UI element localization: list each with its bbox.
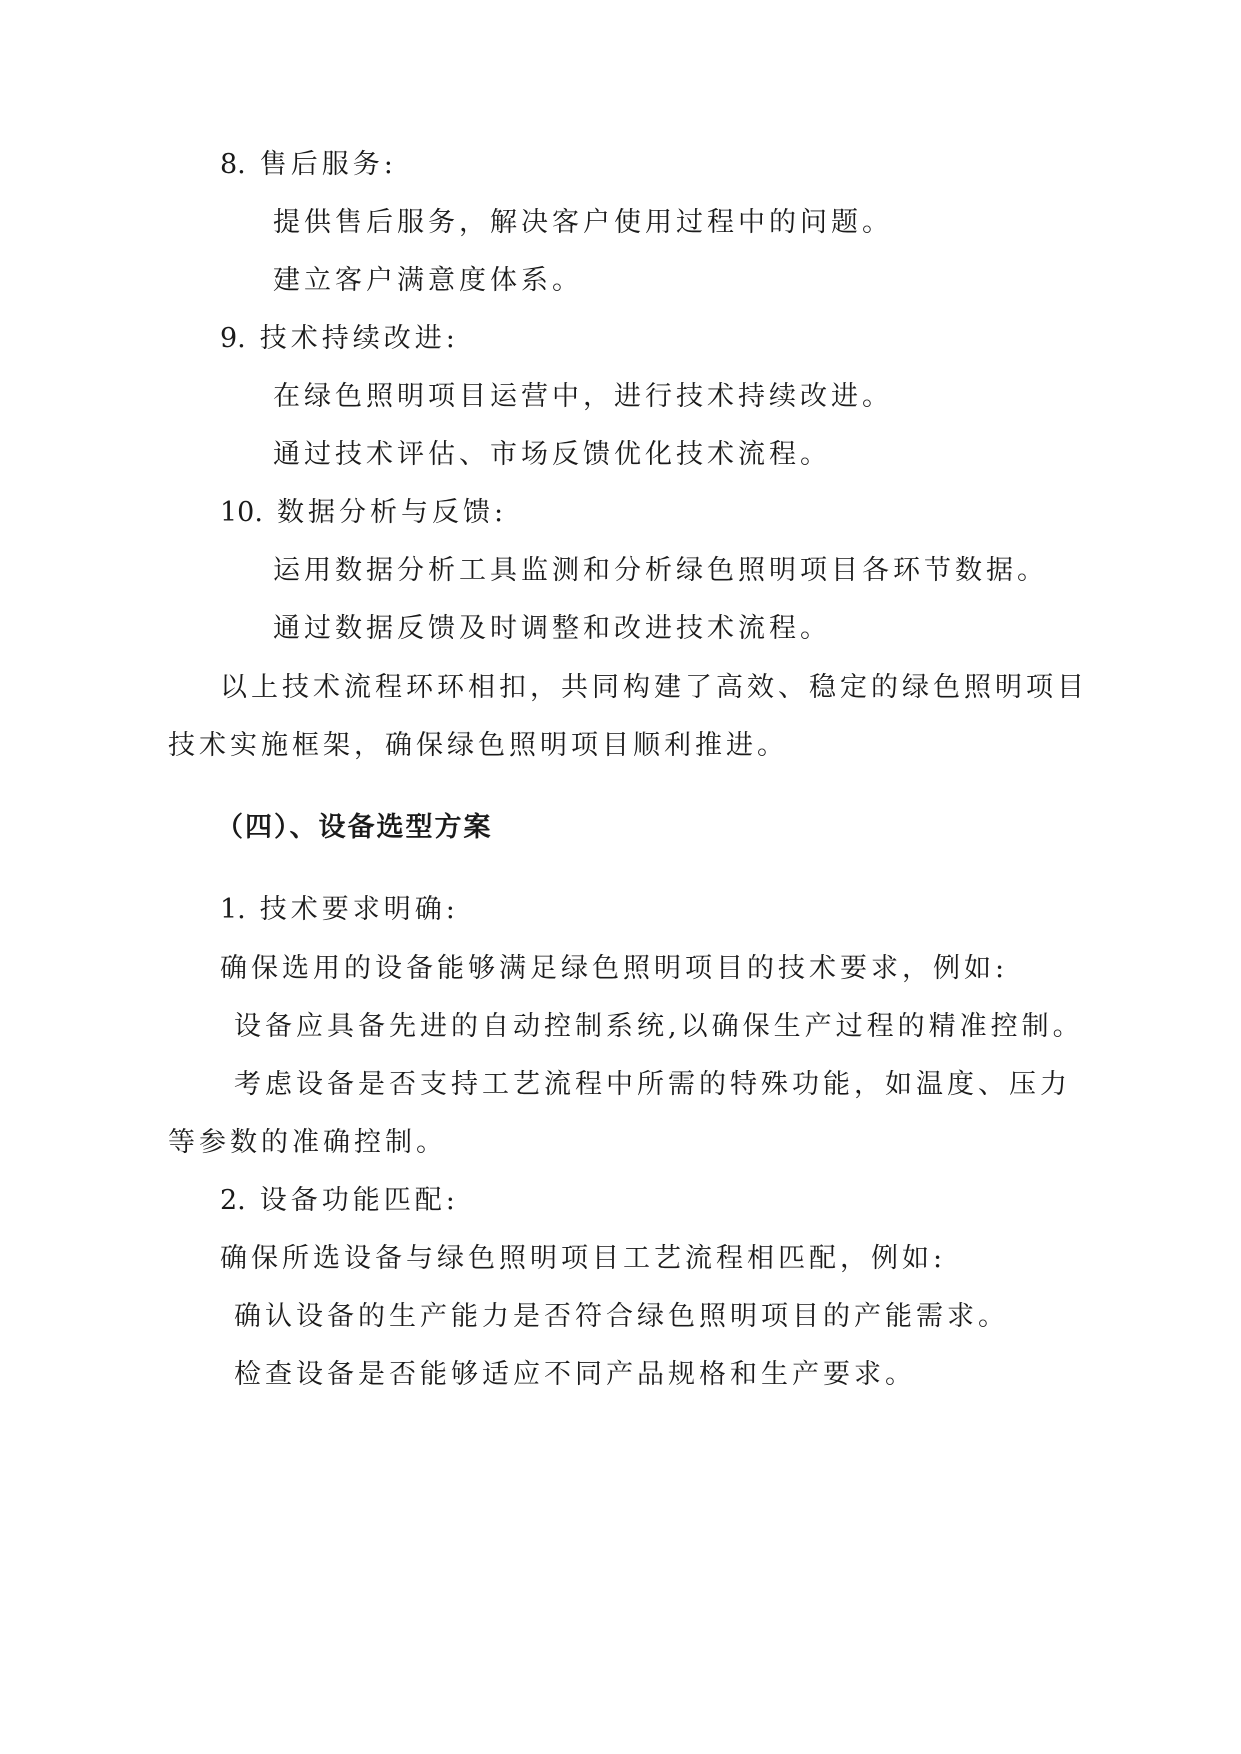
list-number: 8. <box>220 149 246 180</box>
paragraph-line: 确认设备的生产能力是否符合绿色照明项目的产能需求。 <box>234 1301 1009 1332</box>
list-title: 售后服务: <box>259 149 397 180</box>
list-title: 数据分析与反馈: <box>276 497 508 528</box>
list-item-2 <box>220 1183 459 1219</box>
paragraph-line: 在绿色照明项目运营中，进行技术持续改进。 <box>273 381 893 412</box>
list-item-9 <box>220 321 459 357</box>
paragraph-line: 确保选用的设备能够满足绿色照明项目的技术要求，例如: <box>220 953 1009 984</box>
paragraph-line: 提供售后服务，解决客户使用过程中的问题。 <box>273 207 893 238</box>
list-title: 技术要求明确: <box>259 894 459 925</box>
section-heading: （四）、设备选型方案 <box>216 812 493 843</box>
paragraph-line: 技术实施框架，确保绿色照明项目顺利推进。 <box>168 730 788 761</box>
list-title: 技术持续改进: <box>259 323 459 354</box>
list-number: 2. <box>220 1185 246 1216</box>
list-item-1 <box>220 892 459 928</box>
paragraph-line: 等参数的准确控制。 <box>168 1127 447 1158</box>
paragraph-line: 以上技术流程环环相扣，共同构建了高效、稳定的绿色照明项目 <box>220 672 1088 703</box>
paragraph-line: 建立客户满意度体系。 <box>273 265 583 296</box>
paragraph-line: 确保所选设备与绿色照明项目工艺流程相匹配，例如: <box>220 1243 947 1274</box>
list-number: 10. <box>220 497 263 528</box>
list-item-10 <box>220 495 507 531</box>
paragraph-line: 运用数据分析工具监测和分析绿色照明项目各环节数据。 <box>273 555 1048 586</box>
paragraph-line: 通过技术评估、市场反馈优化技术流程。 <box>273 439 831 470</box>
paragraph-line: 通过数据反馈及时调整和改进技术流程。 <box>273 613 831 644</box>
list-item-8 <box>220 147 397 183</box>
list-number: 1. <box>220 894 246 925</box>
paragraph-line: 检查设备是否能够适应不同产品规格和生产要求。 <box>234 1359 916 1390</box>
list-number: 9. <box>220 323 246 354</box>
list-title: 设备功能匹配: <box>259 1185 459 1216</box>
paragraph-line: 设备应具备先进的自动控制系统,以确保生产过程的精准控制。 <box>234 1011 1084 1042</box>
paragraph-line: 考虑设备是否支持工艺流程中所需的特殊功能，如温度、压力 <box>234 1069 1071 1100</box>
